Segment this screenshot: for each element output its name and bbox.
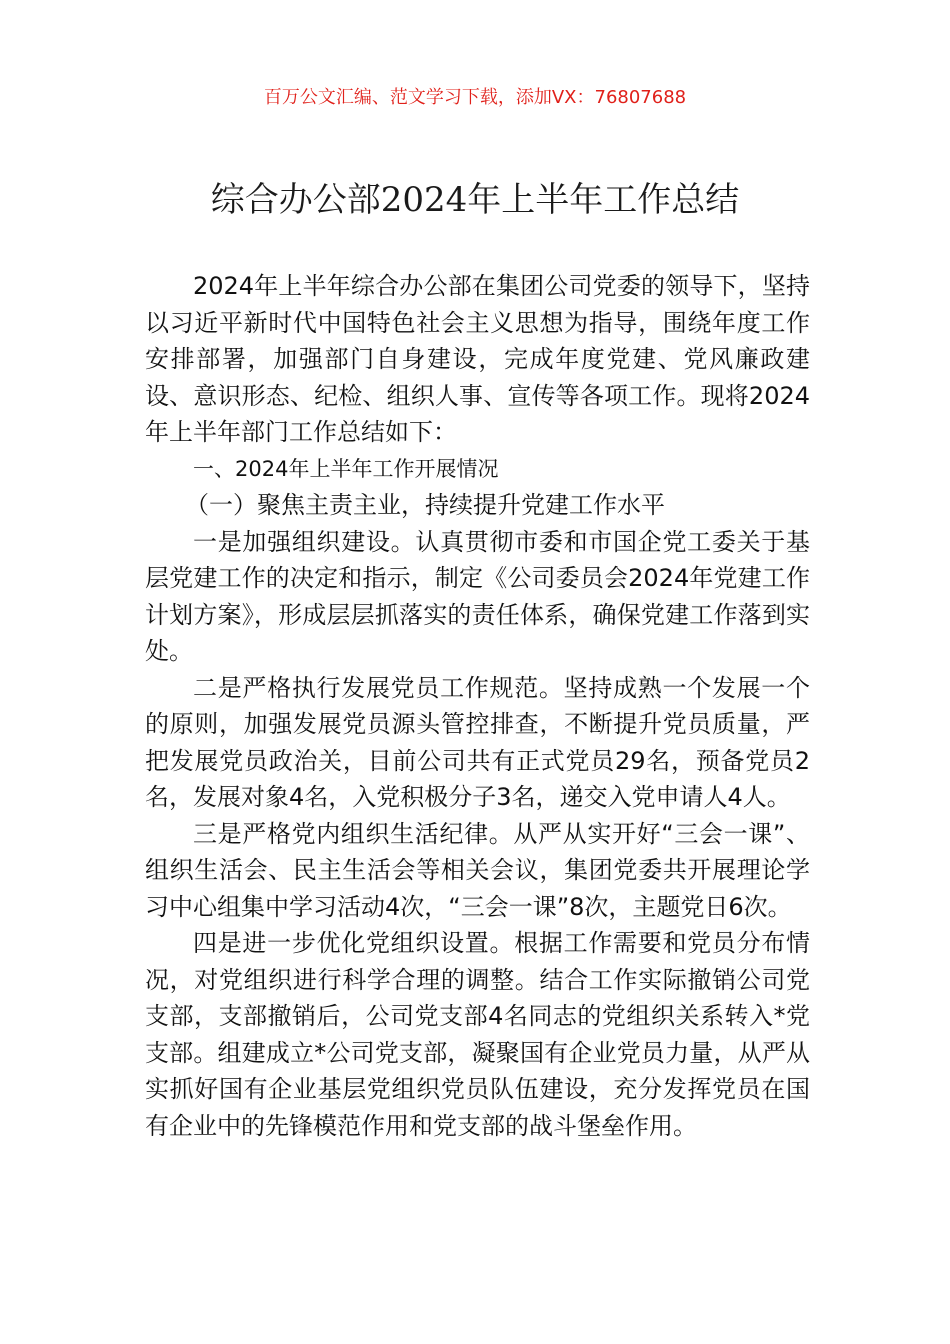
body-paragraph-1: 一是加强组织建设。认真贯彻市委和市国企党工委关于基层党建工作的决定和指示，制定《公司委员会2024年党建工作计划方案》，形成层层抓落实的责任体系，确保党建工作落到实处。 (145, 527, 810, 665)
body-paragraph-3: 三是严格党内组织生活纪律。从严从实开好“三会一课”、组织生活会、民主生活会等相关会议，集团党委共开展理论学习中心组集中学习活动4次，“三会一课”8次，主题党日6次。 (145, 819, 810, 921)
document-body (145, 268, 810, 1144)
body-paragraph-2: 二是严格执行发展党员工作规范。坚持成熟一个发展一个的原则，加强发展党员源头管控排查，不断提升党员质量，严把发展党员政治关，目前公司共有正式党员29名，预备党员2名，发展对象4名，入党积极分子3名，递交入党申请人4人。 (145, 673, 810, 811)
body-paragraph-4: 四是进一步优化党组织设置。根据工作需要和党员分布情况，对党组织进行科学合理的调整。结合工作实际撤销公司党支部，支部撤销后，公司党支部4名同志的党组织关系转入*党支部。组建成立*公司党支部，凝聚国有企业党员力量，从严从实抓好国有企业基层党组织党员队伍建设，充分发挥党员在国有企业中的先锋模范作用和党支部的战斗堡垒作用。 (145, 929, 810, 1140)
intro-paragraph: 2024年上半年综合办公部在集团公司党委的领导下，坚持以习近平新时代中国特色社会主义思想为指导，围绕年度工作安排部署，加强部门自身建设，完成年度党建、党风廉政建设、意识形态、纪检、组织人事、宣传等各项工作。现将2024年上半年部门工作总结如下： (145, 272, 810, 446)
subsection-heading: （一）聚焦主责主业，持续提升党建工作水平 (185, 491, 665, 519)
document-title: 综合办公部2024年上半年工作总结 (210, 180, 740, 220)
header-note: 百万公文汇编、范文学习下载，添加VX：76807688 (263, 87, 687, 108)
section-heading: 一、2024年上半年工作开展情况 (193, 456, 499, 481)
